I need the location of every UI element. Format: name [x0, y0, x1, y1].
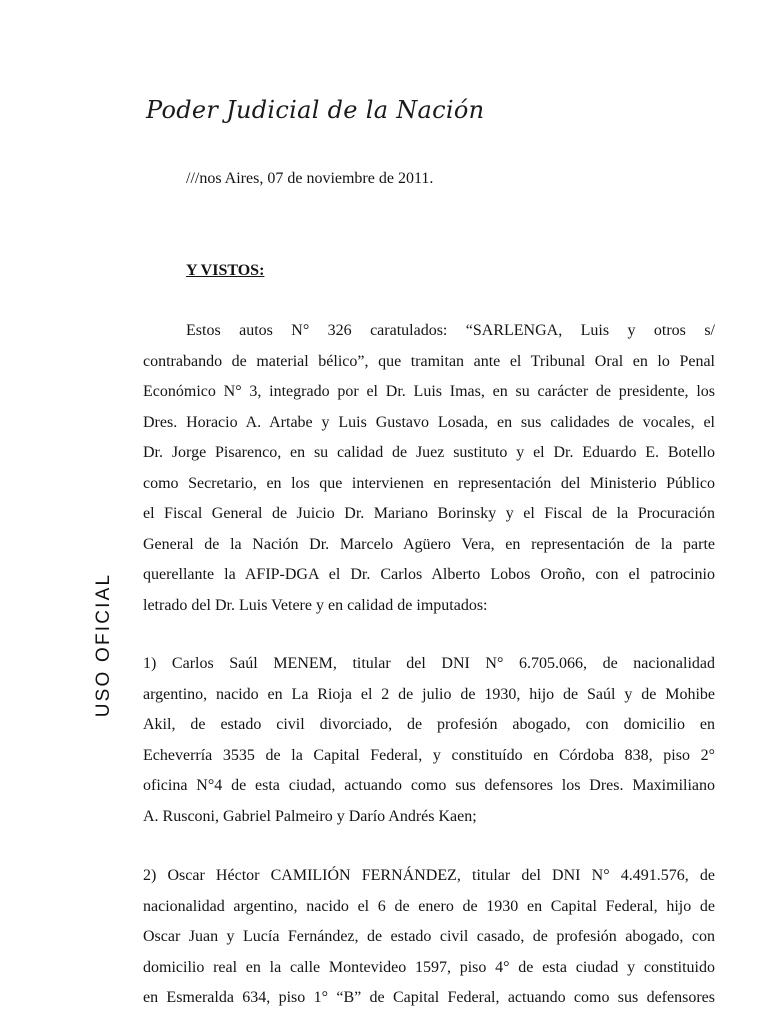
text-line: 1) Carlos Saúl MENEM, titular del DNI N° 6.705.066, de nacionalidad	[143, 655, 715, 672]
text-line: argentino, nacido en La Rioja el 2 de julio de 1930, hijo de Saúl y de Mohibe	[143, 685, 715, 703]
paragraph-intro	[143, 316, 715, 621]
official-use-stamp	[90, 560, 118, 730]
institution-header: Poder Judicial de la Nación	[146, 96, 485, 124]
section-heading: Y VISTOS:	[186, 262, 265, 279]
text-line: nacionalidad argentino, nacido el 6 de enero de 1930 en Capital Federal, hijo de	[143, 897, 715, 915]
text-line: A. Rusconi, Gabriel Palmeiro y Darío Andrés Kaen;	[143, 807, 477, 825]
text-line: oficina N°4 de esta ciudad, actuando como sus defensores los Dres. Maximiliano	[143, 777, 715, 794]
text-line: General de la Nación Dr. Marcelo Agüero Vera, en representación de la parte	[143, 535, 715, 553]
text-line: en Esmeralda 634, piso 1° “B” de Capital Federal, actuando como sus defensores	[143, 989, 715, 1006]
text-line: domicilio real en la calle Montevideo 1597, piso 4° de esta ciudad y constituido	[143, 958, 715, 976]
text-line: Echeverría 3535 de la Capital Federal, y constituído en Córdoba 838, piso 2°	[143, 746, 715, 764]
paragraph-accused-1	[143, 649, 715, 832]
text-line: Económico N° 3, integrado por el Dr. Luis Imas, en su carácter de presidente, los	[143, 383, 715, 400]
text-line: letrado del Dr. Luis Vetere y en calidad de imputados:	[143, 596, 488, 614]
text-line: Dr. Jorge Pisarenco, en su calidad de Juez sustituto y el Dr. Eduardo E. Botello	[143, 444, 715, 461]
text-line: Estos autos N° 326 caratulados: “SARLENGA, Luis y otros s/	[186, 322, 715, 339]
text-line: 2) Oscar Héctor CAMILIÓN FERNÁNDEZ, titular del DNI N° 4.491.576, de	[143, 867, 715, 884]
text-line: el Fiscal General de Juicio Dr. Mariano Borinsky y el Fiscal de la Procuración	[143, 505, 715, 522]
text-line: Dres. Horacio A. Artabe y Luis Gustavo Losada, en sus calidades de vocales, el	[143, 413, 715, 431]
text-line: como Secretario, en los que intervienen en representación del Ministerio Público	[143, 474, 715, 492]
text-line: querellante la AFIP-DGA el Dr. Carlos Alberto Lobos Oroño, con el patrocinio	[143, 566, 715, 583]
text-line: Oscar Juan y Lucía Fernández, de estado civil casado, de profesión abogado, con	[143, 928, 715, 945]
dateline: ///nos Aires, 07 de noviembre de 2011.	[186, 170, 434, 187]
text-line: contrabando de material bélico”, que tramitan ante el Tribunal Oral en lo Penal	[143, 352, 715, 370]
paragraph-accused-2	[143, 861, 715, 1014]
official-use-label: USO OFICIAL	[93, 572, 114, 718]
text-line: Akil, de estado civil divorciado, de profesión abogado, con domicilio en	[143, 716, 715, 733]
